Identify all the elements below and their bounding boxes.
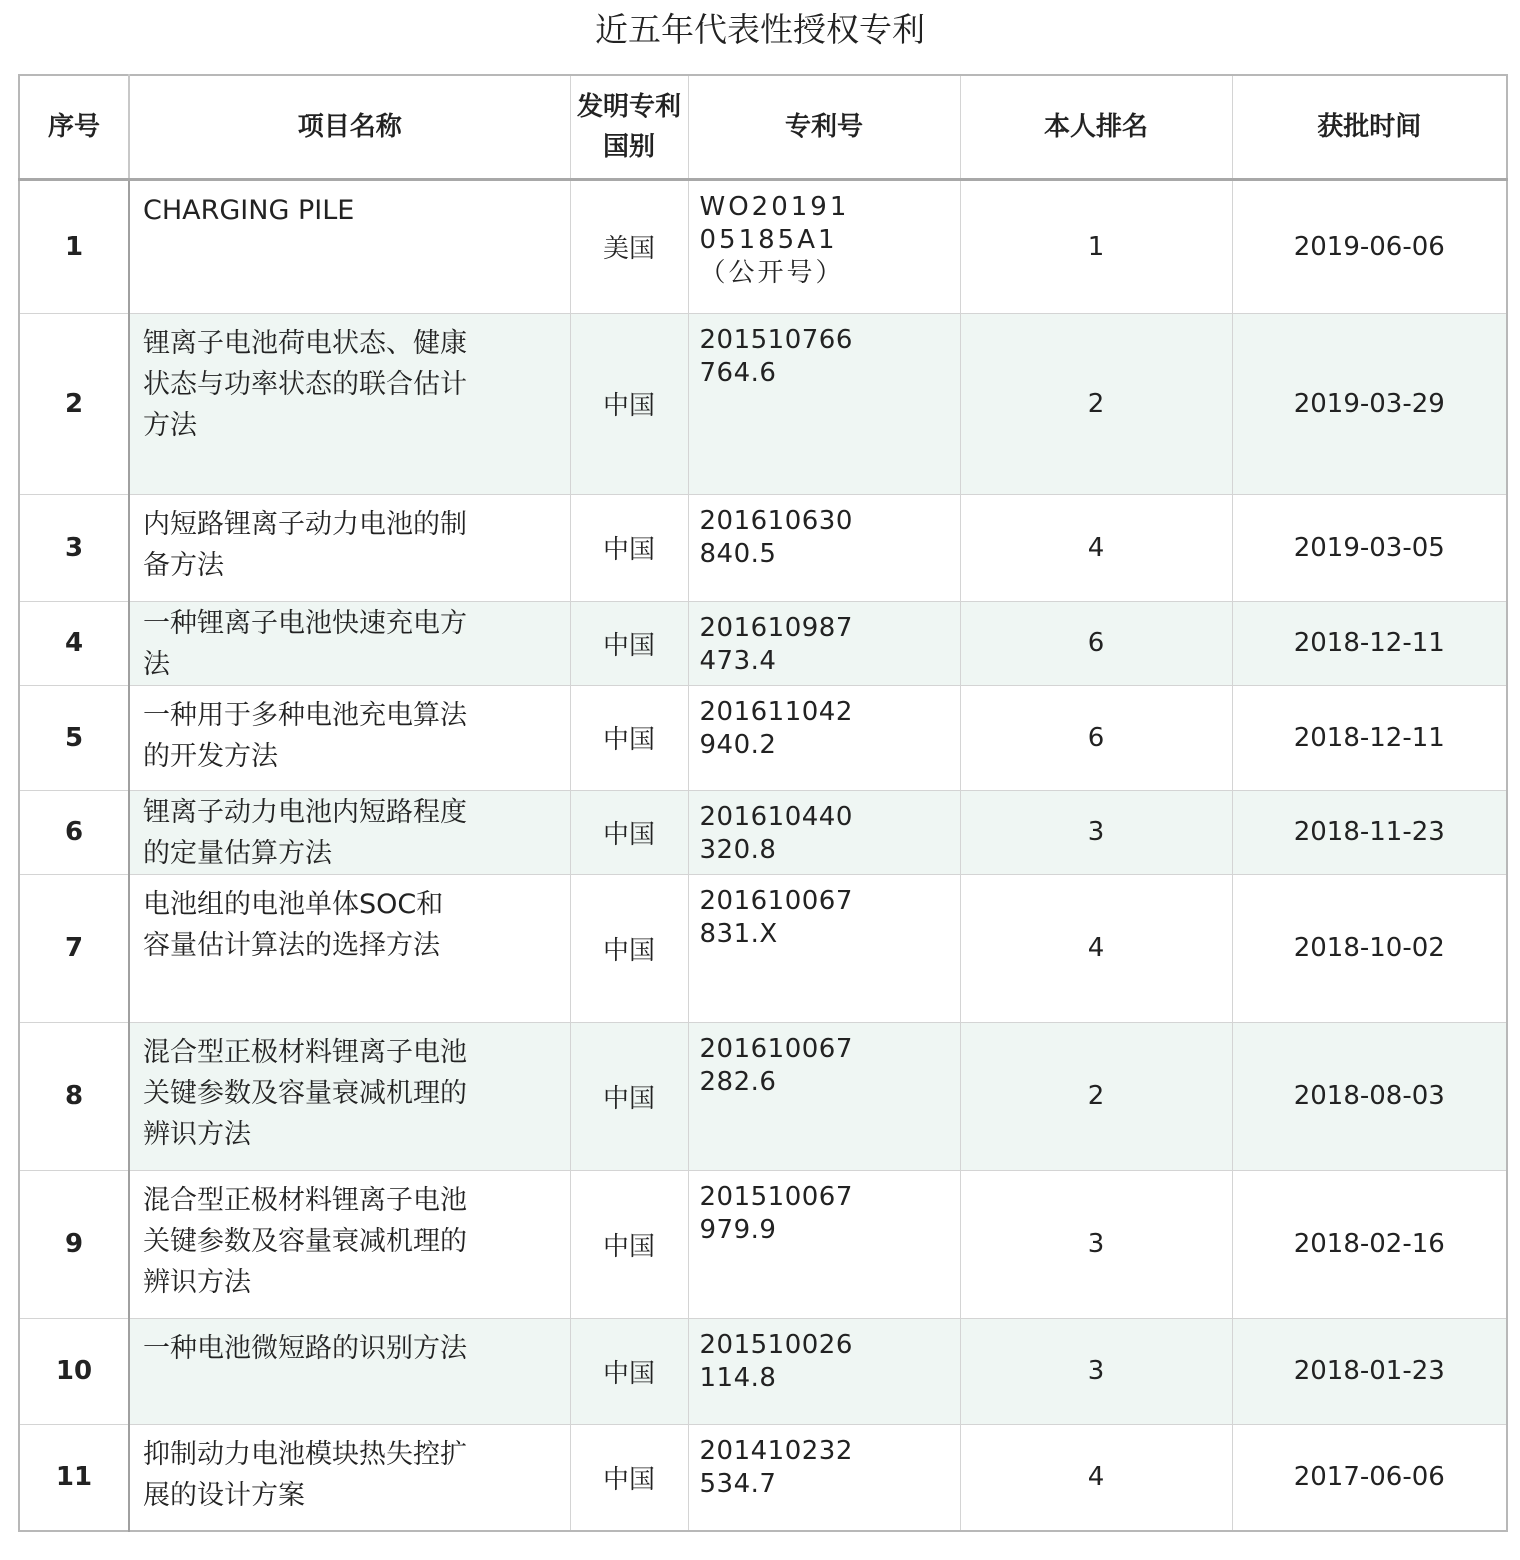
inventor-rank: 4 bbox=[960, 1424, 1232, 1531]
row-number: 6 bbox=[19, 790, 129, 874]
patent-country: 中国 bbox=[570, 1170, 688, 1318]
approval-date: 2019-03-05 bbox=[1232, 494, 1507, 601]
patent-number: 201610987473.4 bbox=[688, 601, 960, 685]
table-row bbox=[19, 874, 1507, 1022]
patent-number: 201510026114.8 bbox=[688, 1318, 960, 1424]
row-number: 7 bbox=[19, 874, 129, 1022]
approval-date: 2018-01-23 bbox=[1232, 1318, 1507, 1424]
inventor-rank: 1 bbox=[960, 179, 1232, 313]
project-name: 电池组的电池单体SOC和容量估计算法的选择方法 bbox=[129, 874, 570, 1022]
patent-number: 201610067831.X bbox=[688, 874, 960, 1022]
row-number: 10 bbox=[19, 1318, 129, 1424]
inventor-rank: 3 bbox=[960, 1170, 1232, 1318]
column-header-rank: 本人排名 bbox=[960, 75, 1232, 179]
patent-country: 中国 bbox=[570, 1424, 688, 1531]
approval-date: 2017-06-06 bbox=[1232, 1424, 1507, 1531]
table-header-row bbox=[19, 75, 1507, 179]
patent-number: 201410232534.7 bbox=[688, 1424, 960, 1531]
table-row bbox=[19, 179, 1507, 313]
table-row bbox=[19, 1022, 1507, 1170]
inventor-rank: 3 bbox=[960, 790, 1232, 874]
patent-country: 中国 bbox=[570, 790, 688, 874]
column-header-no: 序号 bbox=[19, 75, 129, 179]
patent-country: 美国 bbox=[570, 179, 688, 313]
row-number: 11 bbox=[19, 1424, 129, 1531]
row-number: 2 bbox=[19, 313, 129, 494]
patent-table bbox=[18, 74, 1508, 1532]
inventor-rank: 6 bbox=[960, 685, 1232, 790]
row-number: 3 bbox=[19, 494, 129, 601]
project-name: 抑制动力电池模块热失控扩展的设计方案 bbox=[129, 1424, 570, 1531]
project-name: 内短路锂离子动力电池的制备方法 bbox=[129, 494, 570, 601]
approval-date: 2018-12-11 bbox=[1232, 601, 1507, 685]
approval-date: 2019-06-06 bbox=[1232, 179, 1507, 313]
project-name: 锂离子动力电池内短路程度的定量估算方法 bbox=[129, 790, 570, 874]
approval-date: 2018-02-16 bbox=[1232, 1170, 1507, 1318]
project-name: 一种用于多种电池充电算法的开发方法 bbox=[129, 685, 570, 790]
approval-date: 2018-11-23 bbox=[1232, 790, 1507, 874]
project-name: 混合型正极材料锂离子电池关键参数及容量衰减机理的辨识方法 bbox=[129, 1170, 570, 1318]
column-header-number: 专利号 bbox=[688, 75, 960, 179]
patent-country: 中国 bbox=[570, 494, 688, 601]
table-row bbox=[19, 1424, 1507, 1531]
table-row bbox=[19, 1318, 1507, 1424]
patent-country: 中国 bbox=[570, 874, 688, 1022]
patent-number: 201611042940.2 bbox=[688, 685, 960, 790]
column-header-name: 项目名称 bbox=[129, 75, 570, 179]
inventor-rank: 2 bbox=[960, 1022, 1232, 1170]
patent-number: 201510766764.6 bbox=[688, 313, 960, 494]
approval-date: 2018-08-03 bbox=[1232, 1022, 1507, 1170]
inventor-rank: 4 bbox=[960, 874, 1232, 1022]
patent-country: 中国 bbox=[570, 1318, 688, 1424]
row-number: 9 bbox=[19, 1170, 129, 1318]
project-name: CHARGING PILE bbox=[129, 179, 570, 313]
approval-date: 2018-10-02 bbox=[1232, 874, 1507, 1022]
project-name: 混合型正极材料锂离子电池关键参数及容量衰减机理的辨识方法 bbox=[129, 1022, 570, 1170]
patent-number: WO2019105185A1（公开号） bbox=[688, 179, 960, 313]
patent-country: 中国 bbox=[570, 601, 688, 685]
row-number: 8 bbox=[19, 1022, 129, 1170]
table-row bbox=[19, 1170, 1507, 1318]
page-title: 近五年代表性授权专利 bbox=[595, 10, 925, 49]
project-name: 一种锂离子电池快速充电方法 bbox=[129, 601, 570, 685]
patent-number: 201610067282.6 bbox=[688, 1022, 960, 1170]
patent-country: 中国 bbox=[570, 313, 688, 494]
approval-date: 2019-03-29 bbox=[1232, 313, 1507, 494]
table-row bbox=[19, 494, 1507, 601]
inventor-rank: 4 bbox=[960, 494, 1232, 601]
inventor-rank: 3 bbox=[960, 1318, 1232, 1424]
row-number: 5 bbox=[19, 685, 129, 790]
column-header-date: 获批时间 bbox=[1232, 75, 1507, 179]
project-name: 一种电池微短路的识别方法 bbox=[129, 1318, 570, 1424]
patent-country: 中国 bbox=[570, 685, 688, 790]
approval-date: 2018-12-11 bbox=[1232, 685, 1507, 790]
table-row bbox=[19, 790, 1507, 874]
inventor-rank: 6 bbox=[960, 601, 1232, 685]
patent-number: 201610440320.8 bbox=[688, 790, 960, 874]
patent-number: 201510067979.9 bbox=[688, 1170, 960, 1318]
project-name: 锂离子电池荷电状态、健康状态与功率状态的联合估计方法 bbox=[129, 313, 570, 494]
patent-country: 中国 bbox=[570, 1022, 688, 1170]
row-number: 1 bbox=[19, 179, 129, 313]
patent-number: 201610630840.5 bbox=[688, 494, 960, 601]
row-number: 4 bbox=[19, 601, 129, 685]
column-header-country: 发明专利国别 bbox=[570, 75, 688, 179]
table-row bbox=[19, 685, 1507, 790]
inventor-rank: 2 bbox=[960, 313, 1232, 494]
table-row bbox=[19, 313, 1507, 494]
table-row bbox=[19, 601, 1507, 685]
